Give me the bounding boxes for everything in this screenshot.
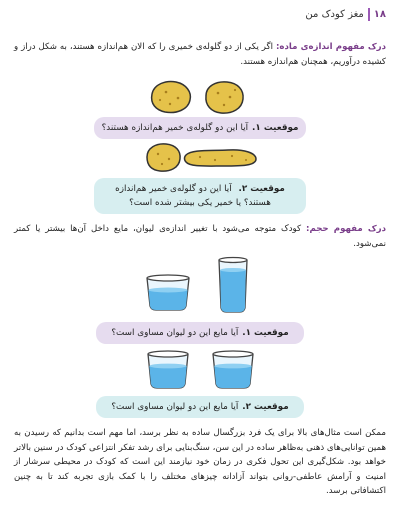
volume-concept-text: کودک متوجه می‌شود با تغییر اندازه‌ی لیوان، مایع داخل آن‌ها بیشتر یا کمتر نمی‌شود. xyxy=(14,224,386,249)
dough-stretched xyxy=(185,150,257,166)
volume-concept-paragraph xyxy=(14,222,386,252)
tall-narrow-glass xyxy=(219,258,247,313)
short-glass-right xyxy=(213,351,253,388)
situation4-question: آیا مایع این دو لیوان مساوی است؟ xyxy=(111,402,239,412)
situation2-question-line1: آیا این دو گلوله‌ی خمیر هم‌اندازه xyxy=(115,184,232,194)
situation3-label: موقعیت ۱. xyxy=(242,328,289,338)
glasses-illustration-1 xyxy=(0,256,400,316)
closing-paragraph: ممکن است مثال‌های بالا برای یک فرد بزرگسال ساده به نظر برسد، اما مهم است بدانیم که رسیدن به همین توانایی‌های ذهنی به‌ظاهر ساده در این سن، سنگ‌بنایی برای رشد تفکر انتزاعی کودک در سنین بالاتر خواهد بود. شکل‌گیری این تحول فکری در زمان خود نیازمند این است که کودک در محیطی سرشار از امنیت و آرامش عاطفی-روانی بتواند آزادانه چیزهای مختلف را با کمک بازی تجربه کند تا به چنین اکتشافاتی برسد. xyxy=(14,428,386,496)
dough-ball-left xyxy=(152,82,191,113)
dough-ball-and-stretched-illustration xyxy=(0,141,400,175)
mass-concept-term: درک مفهوم اندازه‌ی ماده: xyxy=(275,42,386,52)
situation3-question: آیا مایع این دو لیوان مساوی است؟ xyxy=(111,328,239,338)
situation2-box xyxy=(94,178,306,214)
dough-ball-right xyxy=(206,82,243,113)
situation1-question: آیا این دو گلوله‌ی خمیر هم‌اندازه هستند؟ xyxy=(101,123,249,133)
header-divider xyxy=(368,8,370,21)
book-title: مغز کودک من xyxy=(305,9,364,20)
situation2-label: موقعیت ۲. xyxy=(238,184,285,194)
situation4-box xyxy=(96,396,304,418)
mass-concept-paragraph xyxy=(14,40,386,70)
mass-concept-text: اگر یکی از دو گلوله‌ی خمیری را که الان هم‌اندازه هستند، به شکل دراز و کشیده درآوریم، همچنان هم‌اندازه هستند. xyxy=(14,42,386,67)
dough-balls-round-illustration xyxy=(0,78,400,118)
dough-ball-round xyxy=(147,144,180,171)
situation2-question-line2: هستند؟ یا خمیر یکی بیشتر شده است؟ xyxy=(129,198,271,208)
situation3-box xyxy=(96,322,304,344)
short-wide-glass xyxy=(147,275,189,310)
glasses-illustration-2 xyxy=(0,348,400,392)
page-header xyxy=(305,8,386,21)
volume-concept-term: درک مفهوم حجم: xyxy=(306,224,386,234)
situation4-label: موقعیت ۲. xyxy=(242,402,289,412)
page-number: ۱۸ xyxy=(373,9,386,20)
situation1-label: موقعیت ۱. xyxy=(252,123,299,133)
short-glass-left xyxy=(148,351,188,388)
situation1-box xyxy=(94,117,306,139)
